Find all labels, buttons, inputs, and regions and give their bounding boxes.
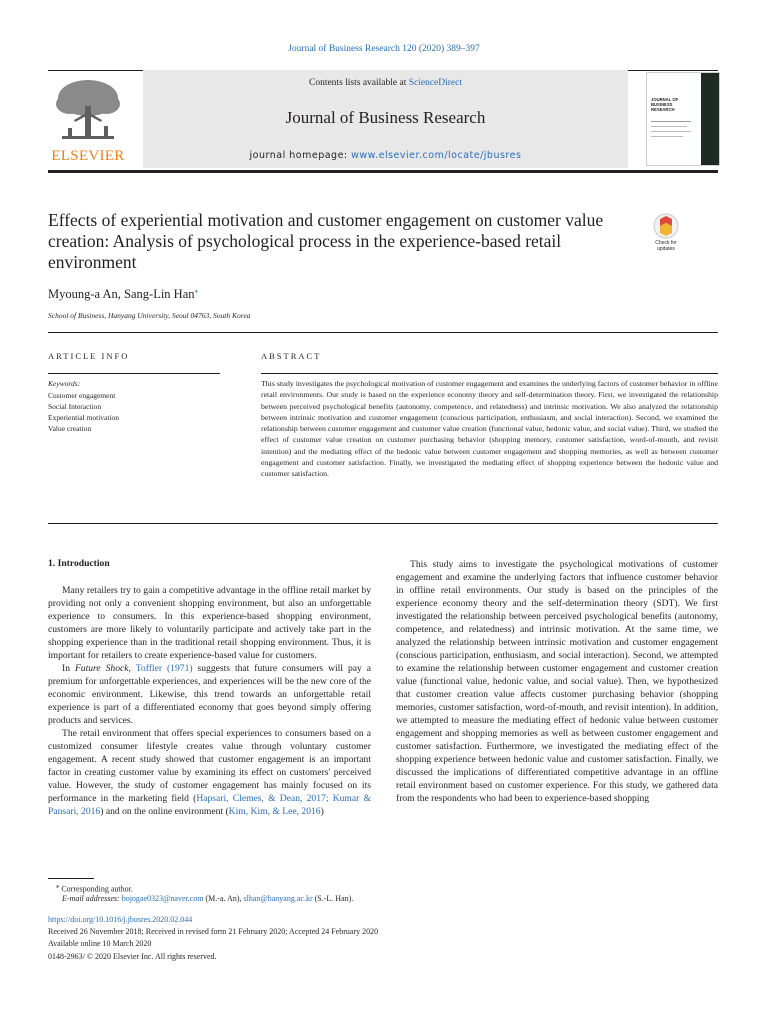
check-updates-icon — [651, 212, 681, 240]
p2-text-c: suggests that future consumers will pay a premium for unforgettable experiences, and experiences will be the new core of the economic environment. Likewise, this trend towards an unforgettable retail experience is part of a differentiated economy that goes beyond simply offering products and services. — [48, 663, 372, 726]
ref-hapsari-link[interactable]: Hapsari, Clemes, & Dean, 2017; Kumar & Pansari, 2016 — [48, 793, 371, 817]
p3-text-a: The retail environment that offers special experiences to consumers based on a customized consumer lifestyle creates value through voluntary customer engagement. A recent study showed that customer engagement is an important factor in creating customer value by examining its effect on customers' perceived value. However, the study of customer engagement has mainly focused on its performance in the marketing field ( — [48, 728, 371, 804]
corresponding-author-mark[interactable]: ⁎ — [194, 287, 199, 295]
email-han-link[interactable]: slhan@hanyang.ac.kr — [243, 894, 313, 903]
authors — [48, 287, 198, 302]
cover-title: JOURNAL OF BUSINESS RESEARCH — [651, 97, 679, 112]
title-rule — [48, 332, 718, 333]
elsevier-wordmark: ELSEVIER — [51, 148, 125, 164]
left-column — [48, 584, 371, 818]
email-an-link[interactable]: bojogae0323@naver.com — [121, 894, 204, 903]
introduction-heading: 1. Introduction — [48, 558, 110, 569]
journal-name: Journal of Business Research — [285, 108, 486, 127]
homepage-prefix: journal homepage: — [249, 150, 352, 161]
check-for-updates-badge[interactable] — [646, 212, 686, 258]
abstract-text: This study investigates the psychological motivation of customer engagement and examines the underlying factors of customer behavior in offline retail environments. Our study is based on the experience economy theory and self-determination theory. First, we investigated the relationship between perceived psychological benefits (autonomy, competence, and relatedness) and intrinsic motivation. We also analyzed the relationship between intrinsic motivation and customer engagement (conscious participation, enthusiasm, and social interaction). Second, we examined the relationship between customer engagement and customer value creation (functional value, hedonic value, and social value). Third, we studied the effect of customer value creation on customer purchasing behavior (shopping memory, customer satisfaction, word-of-mouth, and revisit intention) and the mediating effect of the hedonic value between customer engagement and shopping memories, as well as between customer engagement and customer satisfaction. Finally, we investigated the mediating effect of shopping experience between the hedonic value and customer satisfaction. — [261, 379, 718, 479]
abstract-rule — [261, 373, 718, 374]
intro-paragraph-2 — [48, 662, 371, 727]
check-updates-label: Check for updates — [655, 240, 677, 252]
keyword-item: Social Interaction — [48, 402, 102, 411]
email-label: E-mail addresses: — [62, 894, 120, 903]
available-online: Available online 10 March 2020 — [48, 939, 152, 948]
contents-line — [143, 78, 628, 88]
journal-cover-thumbnail[interactable] — [646, 72, 720, 166]
article-info-rule — [48, 373, 220, 374]
intro-paragraph-1: Many retailers try to gain a competitive advantage in the offline retail market by providing not only a convenient shopping environment, but also an unforgettable experience to consumers. In this experience-based shopping environment, customers are more likely to voluntarily participate and actively take part in the shopping experience than in the traditional retail shopping environment. Thus, it is important for retailers to create experience-based value for customers. — [48, 585, 371, 661]
keyword-item: Experiential motivation — [48, 413, 120, 422]
email-note — [62, 893, 353, 905]
intro-paragraph-4: This study aims to investigate the psychological motivations of customer engagement and examine the underlying factors that influence customer behavior in offline retail environments. Our study is based on the principles of the experience economy theory and the self-determination theory (SDT). We first investigated the relationship between perceived psychological benefits (autonomy, competence, and relatedness) and intrinsic motivation. At the same time, we analyzed the relationship between intrinsic motivation and customer engagement (conscious participation, enthusiasm, and social interaction). Second, we attempted to examine the relationship between customer engagement and customer creation value (functional value, hedonic value, and social value). Then, we hypothesized that customer creation value affects customer purchasing behavior (shopping memories, customer satisfaction, word-of-mouth, and revisit intention). In addition, we attempted to measure the mediating effect of hedonic value between customer engagement and shopping memories as well as between customer engagement and customer satisfaction. Furthermore, we investigated the mediating effect of the shopping experience between hedonic value and customer satisfaction. Finally, we discussed the implications of differentiated competitive advantage in an offline retail environment based on customer experience. For this study, we gathered data from the respondents who had been to experience-based shopping — [396, 559, 718, 804]
email-han-who: (S.-L. Han). — [312, 894, 354, 903]
sciencedirect-link[interactable]: ScienceDirect — [408, 78, 462, 88]
journal-citation[interactable]: Journal of Business Research 120 (2020) 389–397 — [288, 44, 480, 54]
future-shock-title: Future Shock — [74, 663, 129, 674]
abstract-label: ABSTRACT — [261, 351, 322, 361]
copyright: 0148-2963/ © 2020 Elsevier Inc. All rights reserved. — [48, 952, 217, 961]
journal-homepage — [143, 150, 628, 161]
ref-kim-link[interactable]: Kim, Kim, & Lee, 2016 — [228, 806, 321, 817]
intro-paragraph-3 — [48, 727, 371, 818]
homepage-link[interactable]: www.elsevier.com/locate/jbusres — [351, 150, 522, 161]
keywords-list — [48, 390, 119, 434]
keyword-item: Customer engagement — [48, 391, 116, 400]
article-title: Effects of experiential motivation and customer engagement on customer value creation: Analysis of psychological process in the experience-based retail environment — [48, 210, 604, 272]
received-dates: Received 26 November 2018; Received in revised form 21 February 2020; Accepted 24 February 2020 — [48, 927, 379, 936]
right-column — [396, 558, 718, 805]
author-names: Myoung-a An, Sang-Lin Han — [48, 287, 195, 302]
article-info-label: ARTICLE INFO — [48, 351, 130, 361]
affiliation: School of Business, Hanyang University, Seoul 04763, South Korea — [48, 311, 251, 320]
p2-text-b: , — [128, 663, 136, 674]
footnote-mark: ⁎ — [56, 883, 60, 890]
p3-text-b: ) and on the online environment ( — [100, 806, 229, 817]
email-an-who: (M.-a. An), — [203, 894, 244, 903]
keywords-heading: Keywords: — [48, 379, 81, 388]
header-rule-bottom — [48, 170, 718, 173]
p3-text-c: ) — [320, 806, 324, 817]
footnote-rule — [48, 878, 94, 879]
ref-toffler-link[interactable]: Toffler (1971) — [135, 663, 193, 674]
p2-text-a: In — [62, 663, 75, 674]
keyword-item: Value creation — [48, 424, 92, 433]
abstract-bottom-rule — [48, 523, 718, 524]
doi-link[interactable]: https://doi.org/10.1016/j.jbusres.2020.02.044 — [48, 915, 193, 924]
contents-prefix: Contents lists available at — [308, 78, 409, 88]
corresponding-text: Corresponding author. — [59, 884, 133, 894]
